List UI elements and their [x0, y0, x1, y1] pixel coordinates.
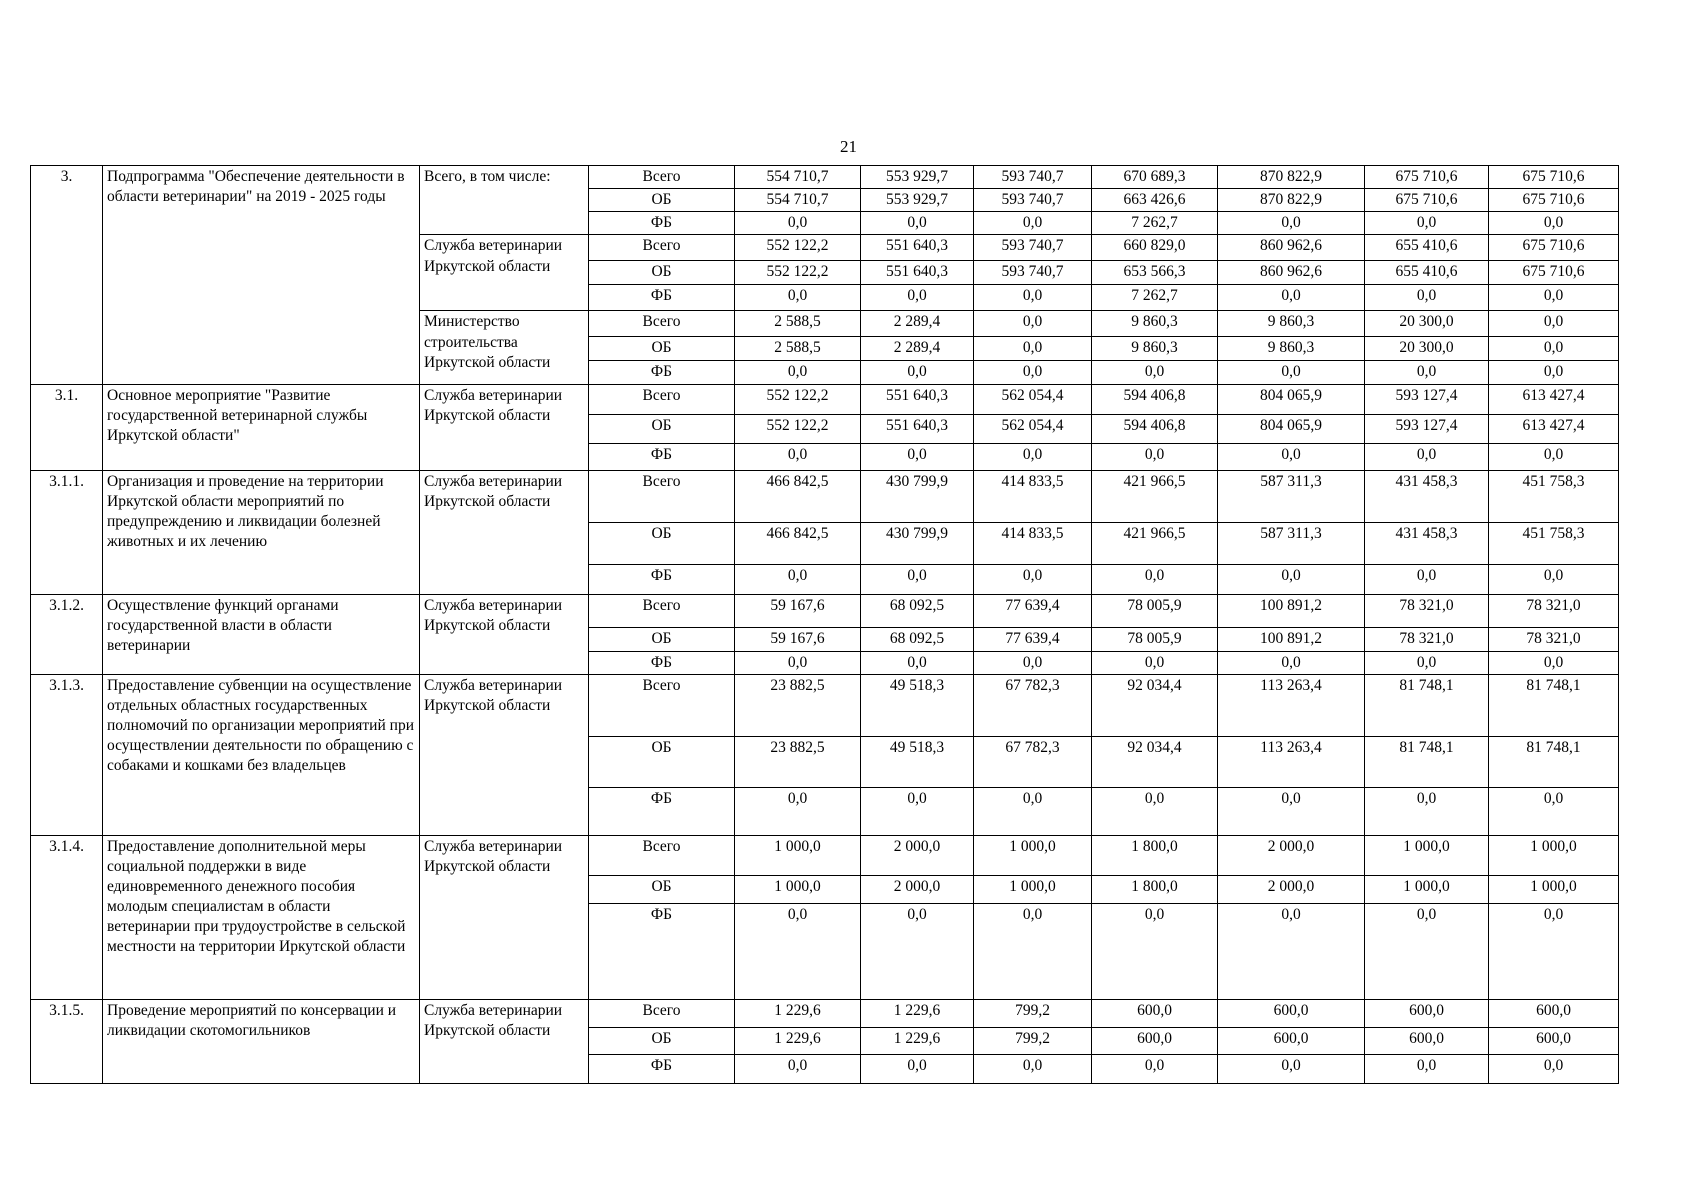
funding-source: Всего [589, 999, 735, 1027]
amount-cell: 9 860,3 [1092, 311, 1218, 337]
responsible-org: Министерство строительства Иркутской области [420, 311, 589, 384]
funding-source: ФБ [589, 285, 735, 311]
amount-cell: 0,0 [1489, 285, 1619, 311]
amount-cell: 593 127,4 [1365, 414, 1489, 443]
amount-cell: 81 748,1 [1365, 674, 1489, 736]
amount-cell: 554 710,7 [735, 166, 861, 189]
amount-cell: 1 000,0 [1365, 835, 1489, 875]
amount-cell: 551 640,3 [861, 261, 974, 285]
amount-cell: 0,0 [1365, 787, 1489, 835]
amount-cell: 0,0 [1092, 1054, 1218, 1083]
amount-cell: 9 860,3 [1218, 337, 1365, 361]
amount-cell: 451 758,3 [1489, 470, 1619, 522]
amount-cell: 414 833,5 [974, 522, 1092, 564]
amount-cell: 7 262,7 [1092, 212, 1218, 235]
funding-source: Всего [589, 235, 735, 261]
amount-cell: 0,0 [1489, 212, 1619, 235]
funding-source: Всего [589, 470, 735, 522]
amount-cell: 100 891,2 [1218, 627, 1365, 651]
amount-cell: 49 518,3 [861, 674, 974, 736]
amount-cell: 0,0 [974, 787, 1092, 835]
amount-cell: 0,0 [1092, 651, 1218, 674]
amount-cell: 0,0 [974, 361, 1092, 384]
amount-cell: 587 311,3 [1218, 522, 1365, 564]
amount-cell: 0,0 [1218, 651, 1365, 674]
item-number: 3.1.4. [31, 835, 103, 999]
amount-cell: 0,0 [1489, 903, 1619, 999]
amount-cell: 431 458,3 [1365, 470, 1489, 522]
amount-cell: 78 321,0 [1489, 594, 1619, 627]
amount-cell: 0,0 [1365, 1054, 1489, 1083]
amount-cell: 7 262,7 [1092, 285, 1218, 311]
amount-cell: 0,0 [1489, 311, 1619, 337]
amount-cell: 113 263,4 [1218, 674, 1365, 736]
amount-cell: 0,0 [1218, 903, 1365, 999]
amount-cell: 593 740,7 [974, 261, 1092, 285]
amount-cell: 430 799,9 [861, 522, 974, 564]
amount-cell: 59 167,6 [735, 594, 861, 627]
amount-cell: 113 263,4 [1218, 736, 1365, 787]
table-row [31, 674, 1619, 736]
funding-source: ФБ [589, 787, 735, 835]
funding-source: Всего [589, 311, 735, 337]
amount-cell: 860 962,6 [1218, 261, 1365, 285]
amount-cell: 81 748,1 [1365, 736, 1489, 787]
amount-cell: 0,0 [1365, 361, 1489, 384]
amount-cell: 0,0 [1489, 1054, 1619, 1083]
amount-cell: 0,0 [861, 903, 974, 999]
item-name: Осуществление функций органами государственной власти в области ветеринарии [103, 594, 420, 674]
amount-cell: 0,0 [735, 285, 861, 311]
amount-cell: 587 311,3 [1218, 470, 1365, 522]
table-row [31, 594, 1619, 627]
amount-cell: 100 891,2 [1218, 594, 1365, 627]
amount-cell: 551 640,3 [861, 414, 974, 443]
funding-source: ОБ [589, 736, 735, 787]
funding-source: ОБ [589, 189, 735, 212]
amount-cell: 1 000,0 [735, 835, 861, 875]
amount-cell: 0,0 [974, 564, 1092, 594]
amount-cell: 0,0 [861, 564, 974, 594]
amount-cell: 0,0 [735, 787, 861, 835]
funding-source: ФБ [589, 1054, 735, 1083]
item-number: 3. [31, 166, 103, 385]
amount-cell: 78 321,0 [1365, 594, 1489, 627]
amount-cell: 552 122,2 [735, 235, 861, 261]
amount-cell: 0,0 [861, 285, 974, 311]
amount-cell: 870 822,9 [1218, 166, 1365, 189]
funding-source: ОБ [589, 1027, 735, 1054]
amount-cell: 2 588,5 [735, 311, 861, 337]
amount-cell: 77 639,4 [974, 594, 1092, 627]
item-name: Проведение мероприятий по консервации и ликвидации скотомогильников [103, 999, 420, 1083]
amount-cell: 594 406,8 [1092, 414, 1218, 443]
amount-cell: 600,0 [1489, 999, 1619, 1027]
item-number: 3.1.2. [31, 594, 103, 674]
amount-cell: 0,0 [1365, 285, 1489, 311]
amount-cell: 1 229,6 [735, 999, 861, 1027]
amount-cell: 0,0 [974, 1054, 1092, 1083]
amount-cell: 0,0 [735, 212, 861, 235]
amount-cell: 431 458,3 [1365, 522, 1489, 564]
amount-cell: 1 000,0 [1489, 835, 1619, 875]
funding-source: ФБ [589, 212, 735, 235]
amount-cell: 0,0 [1365, 903, 1489, 999]
amount-cell: 0,0 [861, 651, 974, 674]
amount-cell: 799,2 [974, 999, 1092, 1027]
amount-cell: 600,0 [1365, 1027, 1489, 1054]
funding-source: ФБ [589, 903, 735, 999]
amount-cell: 593 127,4 [1365, 384, 1489, 414]
funding-source: ОБ [589, 261, 735, 285]
table-row [31, 166, 1619, 189]
amount-cell: 0,0 [974, 285, 1092, 311]
amount-cell: 1 000,0 [1489, 875, 1619, 903]
item-number: 3.1. [31, 384, 103, 470]
amount-cell: 562 054,4 [974, 414, 1092, 443]
amount-cell: 0,0 [735, 1054, 861, 1083]
responsible-org: Всего, в том числе: [420, 166, 589, 235]
amount-cell: 430 799,9 [861, 470, 974, 522]
amount-cell: 554 710,7 [735, 189, 861, 212]
amount-cell: 594 406,8 [1092, 384, 1218, 414]
amount-cell: 0,0 [1218, 564, 1365, 594]
amount-cell: 552 122,2 [735, 414, 861, 443]
amount-cell: 675 710,6 [1489, 189, 1619, 212]
funding-source: ФБ [589, 651, 735, 674]
amount-cell: 466 842,5 [735, 470, 861, 522]
amount-cell: 9 860,3 [1218, 311, 1365, 337]
amount-cell: 655 410,6 [1365, 261, 1489, 285]
amount-cell: 600,0 [1092, 1027, 1218, 1054]
amount-cell: 2 000,0 [861, 835, 974, 875]
amount-cell: 451 758,3 [1489, 522, 1619, 564]
funding-source: Всего [589, 384, 735, 414]
item-name: Предоставление дополнительной меры социальной поддержки в виде единовременного денежного пособия молодым специалистам в области ветеринарии при трудоустройстве в сельской местности на территории Иркутской области [103, 835, 420, 999]
amount-cell: 562 054,4 [974, 384, 1092, 414]
amount-cell: 1 000,0 [735, 875, 861, 903]
amount-cell: 0,0 [861, 361, 974, 384]
amount-cell: 655 410,6 [1365, 235, 1489, 261]
amount-cell: 663 426,6 [1092, 189, 1218, 212]
amount-cell: 0,0 [1092, 443, 1218, 470]
amount-cell: 804 065,9 [1218, 384, 1365, 414]
amount-cell: 0,0 [1218, 361, 1365, 384]
amount-cell: 0,0 [861, 443, 974, 470]
amount-cell: 23 882,5 [735, 674, 861, 736]
amount-cell: 1 229,6 [861, 1027, 974, 1054]
responsible-org: Служба ветеринарии Иркутской области [420, 384, 589, 470]
amount-cell: 414 833,5 [974, 470, 1092, 522]
amount-cell: 67 782,3 [974, 736, 1092, 787]
amount-cell: 421 966,5 [1092, 522, 1218, 564]
amount-cell: 81 748,1 [1489, 674, 1619, 736]
funding-source: ОБ [589, 522, 735, 564]
amount-cell: 552 122,2 [735, 261, 861, 285]
amount-cell: 0,0 [1218, 285, 1365, 311]
amount-cell: 653 566,3 [1092, 261, 1218, 285]
amount-cell: 0,0 [735, 361, 861, 384]
amount-cell: 0,0 [974, 212, 1092, 235]
amount-cell: 0,0 [1489, 361, 1619, 384]
amount-cell: 0,0 [1218, 1054, 1365, 1083]
responsible-org: Служба ветеринарии Иркутской области [420, 470, 589, 594]
funding-source: ОБ [589, 627, 735, 651]
amount-cell: 0,0 [974, 651, 1092, 674]
amount-cell: 0,0 [735, 564, 861, 594]
amount-cell: 92 034,4 [1092, 736, 1218, 787]
amount-cell: 1 000,0 [974, 835, 1092, 875]
amount-cell: 78 321,0 [1489, 627, 1619, 651]
amount-cell: 0,0 [974, 337, 1092, 361]
amount-cell: 466 842,5 [735, 522, 861, 564]
amount-cell: 675 710,6 [1365, 189, 1489, 212]
amount-cell: 670 689,3 [1092, 166, 1218, 189]
amount-cell: 77 639,4 [974, 627, 1092, 651]
amount-cell: 2 000,0 [1218, 875, 1365, 903]
amount-cell: 0,0 [1218, 787, 1365, 835]
funding-source: ОБ [589, 337, 735, 361]
responsible-org: Служба ветеринарии Иркутской области [420, 594, 589, 674]
amount-cell: 0,0 [1092, 564, 1218, 594]
amount-cell: 23 882,5 [735, 736, 861, 787]
amount-cell: 551 640,3 [861, 235, 974, 261]
table-row [31, 999, 1619, 1027]
amount-cell: 0,0 [1489, 651, 1619, 674]
amount-cell: 870 822,9 [1218, 189, 1365, 212]
item-number: 3.1.3. [31, 674, 103, 835]
table-row [31, 384, 1619, 414]
funding-source: ФБ [589, 564, 735, 594]
budget-table [30, 165, 1619, 1084]
item-number: 3.1.1. [31, 470, 103, 594]
amount-cell: 68 092,5 [861, 594, 974, 627]
amount-cell: 0,0 [861, 787, 974, 835]
responsible-org: Служба ветеринарии Иркутской области [420, 999, 589, 1083]
amount-cell: 660 829,0 [1092, 235, 1218, 261]
table-row [31, 470, 1619, 522]
amount-cell: 1 229,6 [735, 1027, 861, 1054]
amount-cell: 9 860,3 [1092, 337, 1218, 361]
funding-source: Всего [589, 835, 735, 875]
amount-cell: 0,0 [1365, 651, 1489, 674]
amount-cell: 613 427,4 [1489, 414, 1619, 443]
amount-cell: 78 005,9 [1092, 594, 1218, 627]
amount-cell: 0,0 [1489, 564, 1619, 594]
amount-cell: 78 005,9 [1092, 627, 1218, 651]
amount-cell: 59 167,6 [735, 627, 861, 651]
item-number: 3.1.5. [31, 999, 103, 1083]
amount-cell: 0,0 [1218, 443, 1365, 470]
amount-cell: 552 122,2 [735, 384, 861, 414]
amount-cell: 675 710,6 [1365, 166, 1489, 189]
amount-cell: 600,0 [1092, 999, 1218, 1027]
amount-cell: 593 740,7 [974, 189, 1092, 212]
amount-cell: 600,0 [1218, 1027, 1365, 1054]
amount-cell: 1 229,6 [861, 999, 974, 1027]
amount-cell: 675 710,6 [1489, 166, 1619, 189]
amount-cell: 804 065,9 [1218, 414, 1365, 443]
amount-cell: 600,0 [1489, 1027, 1619, 1054]
amount-cell: 0,0 [1092, 361, 1218, 384]
amount-cell: 2 000,0 [1218, 835, 1365, 875]
item-name: Основное мероприятие "Развитие государственной ветеринарной службы Иркутской области" [103, 384, 420, 470]
page-number: 21 [840, 137, 857, 156]
amount-cell: 421 966,5 [1092, 470, 1218, 522]
item-name: Предоставление субвенции на осуществление отдельных областных государственных полномочий по организации мероприятий при осуществлении деятельности по обращению с собаками и кошками без владельцев [103, 674, 420, 835]
amount-cell: 0,0 [735, 651, 861, 674]
amount-cell: 1 000,0 [974, 875, 1092, 903]
responsible-org: Служба ветеринарии Иркутской области [420, 674, 589, 835]
responsible-org: Служба ветеринарии Иркутской области [420, 835, 589, 999]
amount-cell: 551 640,3 [861, 384, 974, 414]
amount-cell: 2 000,0 [861, 875, 974, 903]
amount-cell: 0,0 [735, 443, 861, 470]
amount-cell: 600,0 [1218, 999, 1365, 1027]
amount-cell: 0,0 [974, 311, 1092, 337]
table-row [31, 835, 1619, 875]
amount-cell: 0,0 [861, 1054, 974, 1083]
amount-cell: 675 710,6 [1489, 235, 1619, 261]
amount-cell: 553 929,7 [861, 166, 974, 189]
amount-cell: 0,0 [974, 443, 1092, 470]
amount-cell: 860 962,6 [1218, 235, 1365, 261]
amount-cell: 0,0 [1489, 337, 1619, 361]
amount-cell: 553 929,7 [861, 189, 974, 212]
amount-cell: 0,0 [735, 903, 861, 999]
amount-cell: 799,2 [974, 1027, 1092, 1054]
funding-source: Всего [589, 674, 735, 736]
amount-cell: 1 800,0 [1092, 875, 1218, 903]
amount-cell: 600,0 [1365, 999, 1489, 1027]
amount-cell: 1 800,0 [1092, 835, 1218, 875]
amount-cell: 81 748,1 [1489, 736, 1619, 787]
funding-source: ФБ [589, 443, 735, 470]
amount-cell: 68 092,5 [861, 627, 974, 651]
amount-cell: 0,0 [1365, 212, 1489, 235]
amount-cell: 20 300,0 [1365, 337, 1489, 361]
funding-source: ФБ [589, 361, 735, 384]
amount-cell: 2 588,5 [735, 337, 861, 361]
item-name: Подпрограмма "Обеспечение деятельности в области ветеринарии" на 2019 - 2025 годы [103, 166, 420, 385]
amount-cell: 593 740,7 [974, 235, 1092, 261]
amount-cell: 2 289,4 [861, 337, 974, 361]
responsible-org: Служба ветеринарии Иркутской области [420, 235, 589, 311]
amount-cell: 675 710,6 [1489, 261, 1619, 285]
amount-cell: 0,0 [1092, 903, 1218, 999]
amount-cell: 20 300,0 [1365, 311, 1489, 337]
funding-source: Всего [589, 166, 735, 189]
amount-cell: 2 289,4 [861, 311, 974, 337]
amount-cell: 0,0 [1365, 443, 1489, 470]
amount-cell: 0,0 [974, 903, 1092, 999]
amount-cell: 613 427,4 [1489, 384, 1619, 414]
amount-cell: 0,0 [1218, 212, 1365, 235]
amount-cell: 49 518,3 [861, 736, 974, 787]
amount-cell: 0,0 [1489, 443, 1619, 470]
amount-cell: 78 321,0 [1365, 627, 1489, 651]
funding-source: ОБ [589, 875, 735, 903]
amount-cell: 92 034,4 [1092, 674, 1218, 736]
amount-cell: 0,0 [1092, 787, 1218, 835]
amount-cell: 0,0 [1365, 564, 1489, 594]
item-name: Организация и проведение на территории Иркутской области мероприятий по предупреждению и ликвидации болезней животных и их лечению [103, 470, 420, 594]
amount-cell: 67 782,3 [974, 674, 1092, 736]
amount-cell: 0,0 [861, 212, 974, 235]
amount-cell: 0,0 [1489, 787, 1619, 835]
funding-source: Всего [589, 594, 735, 627]
amount-cell: 1 000,0 [1365, 875, 1489, 903]
amount-cell: 593 740,7 [974, 166, 1092, 189]
funding-source: ОБ [589, 414, 735, 443]
